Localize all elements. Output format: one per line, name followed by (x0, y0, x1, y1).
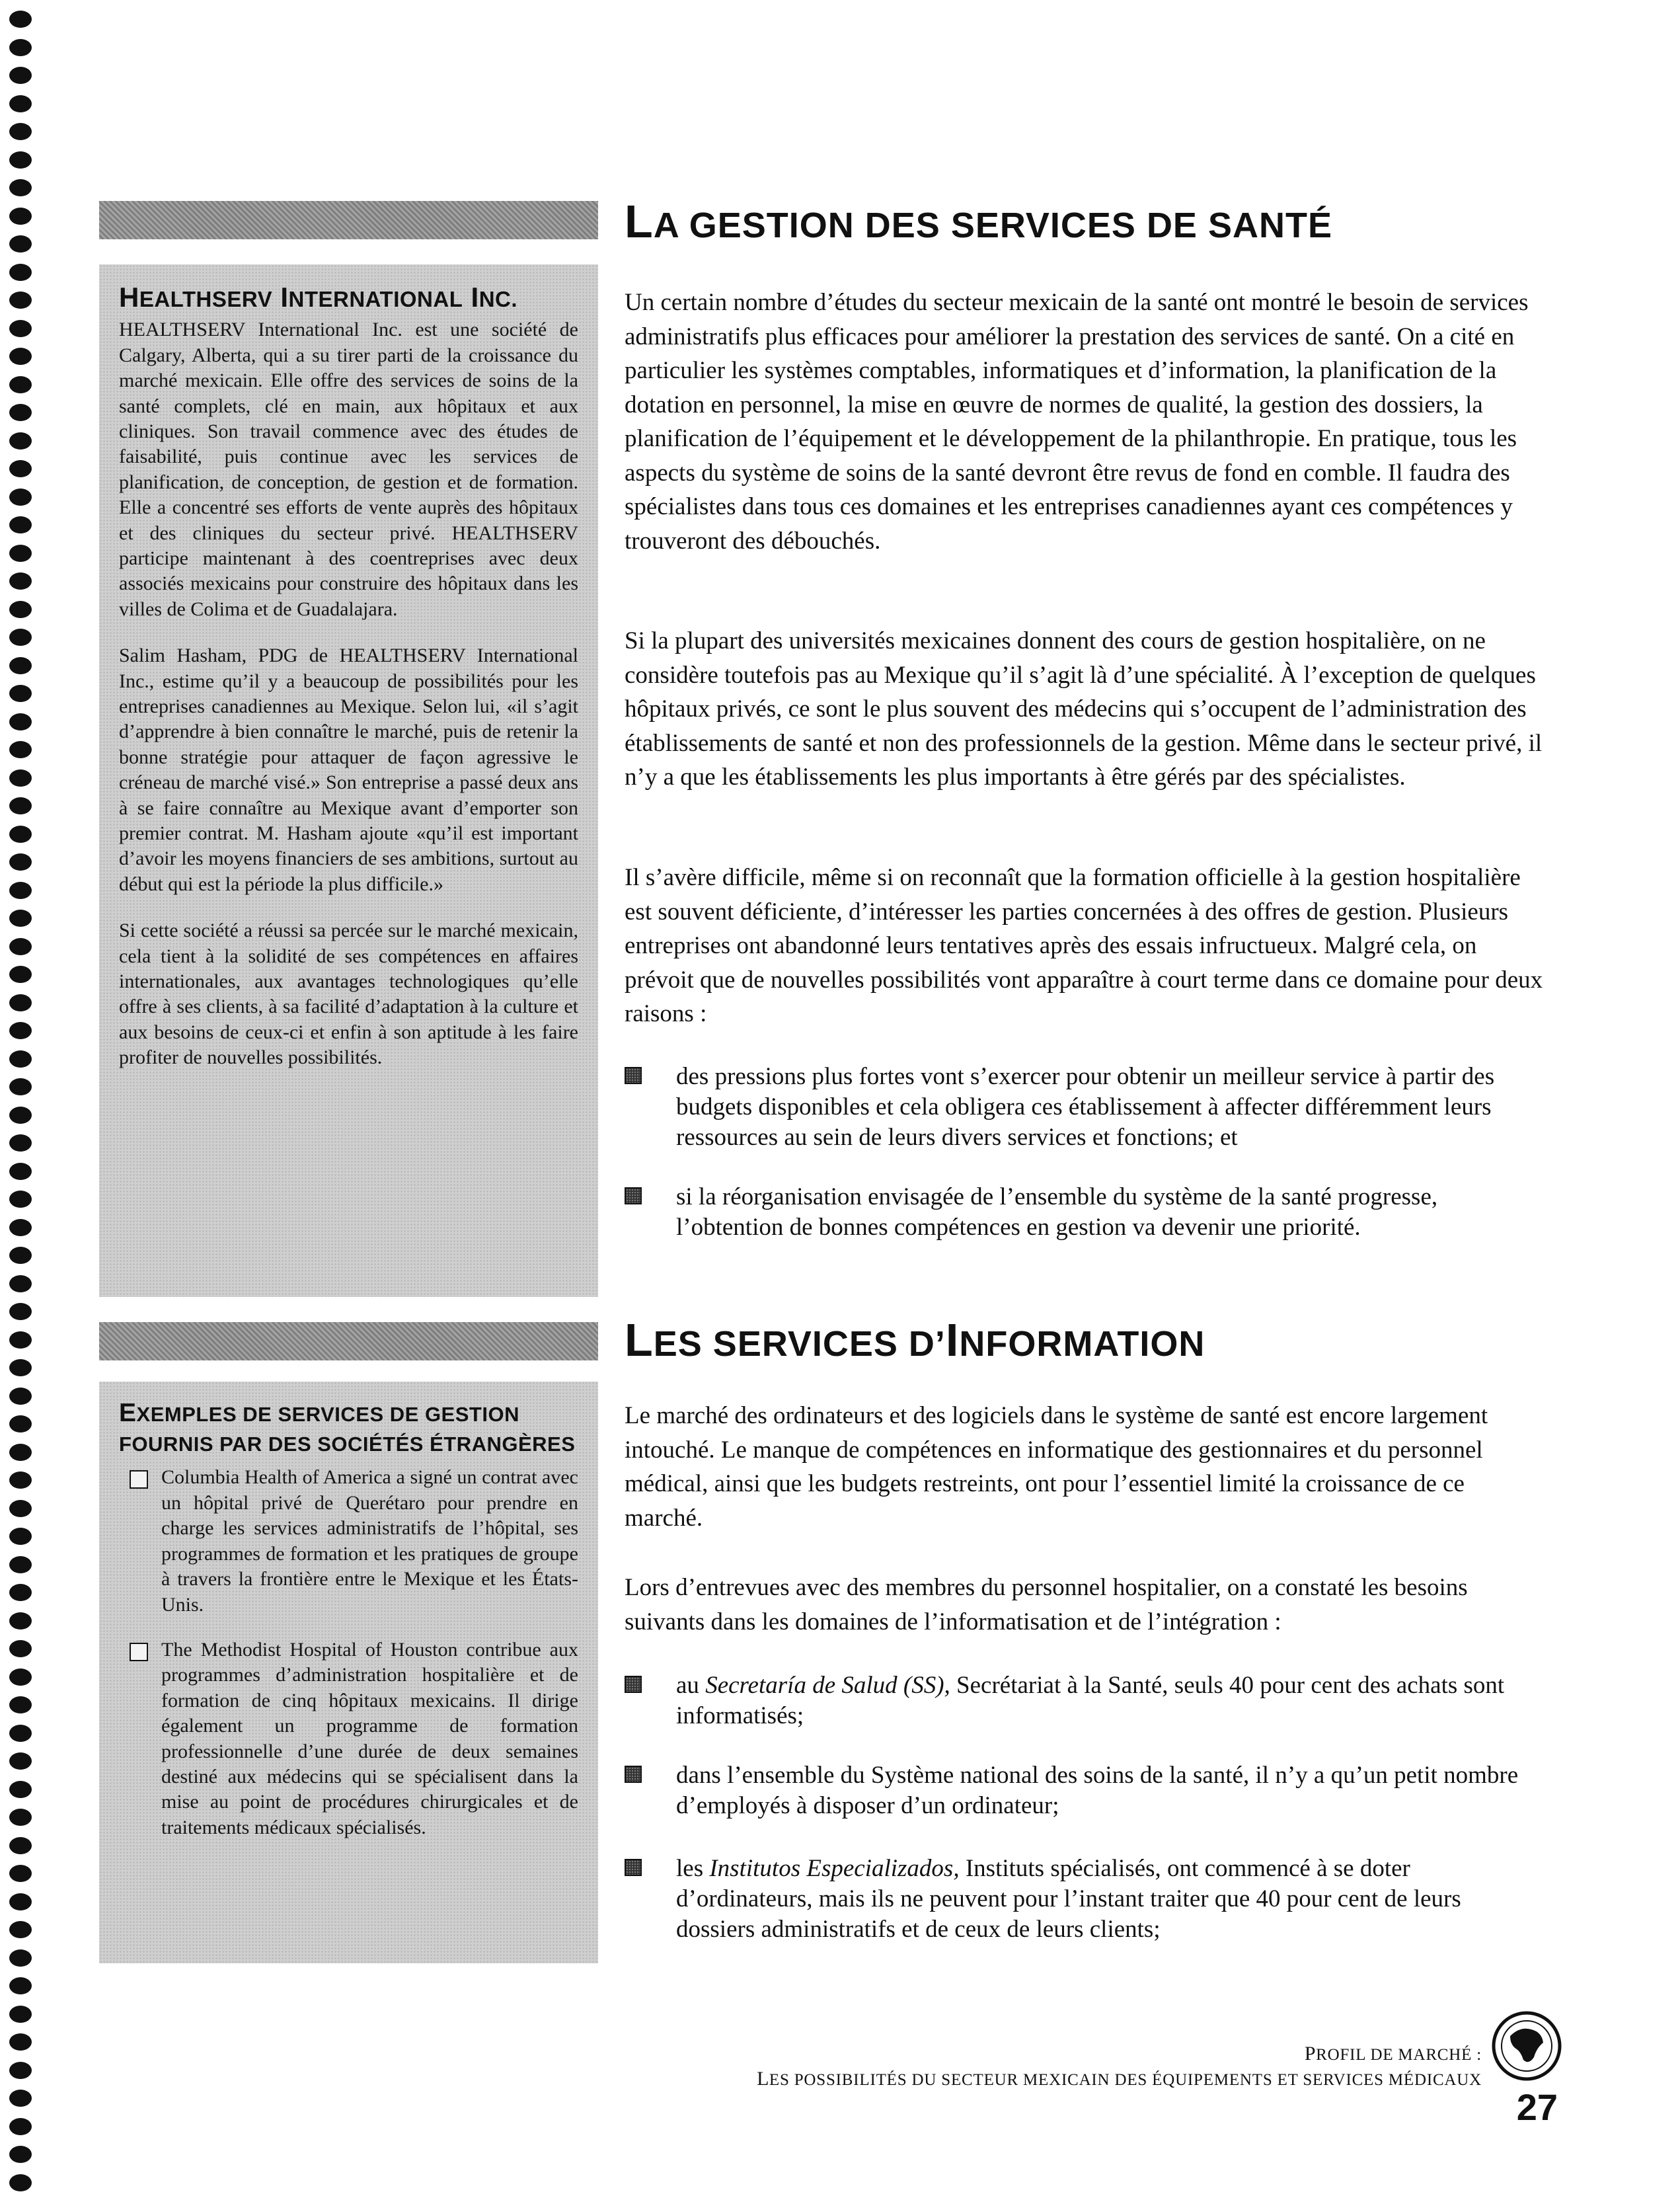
binder-hole (9, 741, 32, 758)
square-bullet-icon (625, 1187, 642, 1204)
footer-line-2: LES POSSIBILITÉS DU SECTEUR MEXICAIN DES ÉQUIPEMENTS ET SERVICES MÉDICAUX (757, 2068, 1482, 2090)
binder-hole (9, 376, 32, 393)
square-bullet-icon (625, 1067, 642, 1084)
binder-hole (9, 1752, 32, 1770)
body-paragraph: Lors d’entrevues avec des membres du personnel hospitalier, on a constaté les besoins suivants dans les domaines de l’informatisation et de l’intégration : (625, 1574, 1468, 1635)
binder-hole (9, 1303, 32, 1320)
binder-hole (9, 1696, 32, 1713)
binder-hole (9, 966, 32, 983)
square-bullet-icon (625, 1859, 642, 1876)
binder-hole (9, 1949, 32, 1967)
body-paragraph: Un certain nombre d’études du secteur mexicain de la santé ont montré le besoin de services administratifs plus efficaces pour améliorer la prestation des services de santé. On a cité en particulier les systèmes comptables, informatiques et d’information, la planification de la dotation en personnel, la mise en œuvre de normes de qualité, la gestion des dossiers, la planification de l’équipement et le développement de la philanthropie. En pratique, tous les aspects du système de soins de la santé devront être revus de fond en comble. Il faudra des spécialistes dans tous ces domaines et les entreprises canadiennes ayant ces compétences y trouveront des débouchés. (625, 289, 1529, 555)
binder-hole (9, 1444, 32, 1461)
binder-hole (9, 1107, 32, 1124)
binder-hole (9, 39, 32, 56)
binder-hole (9, 1219, 32, 1236)
binder-hole (9, 826, 32, 843)
sidebar-paragraph: HEALTHSERV International Inc. est une société de Calgary, Alberta, qui a su tirer parti de la croissance du marché mexicain. Elle offre des services de soins de la santé complets, clé en main, aux hôpitaux et aux cliniques. Son travail commence avec des études de faisabilité, puis continue avec les services de planification, de conception, de gestion et de formation. Elle a concentré ses efforts de vente auprès des hôpitaux et des cliniques du secteur privé. HEALTHSERV participe maintenant à des coentreprises avec deux associés mexicains pour construire des hôpitaux dans les villes de Colima et de Guadalajara. (119, 319, 578, 620)
binder-hole (9, 1050, 32, 1068)
square-bullet-icon (625, 1676, 642, 1693)
binder-hole (9, 1472, 32, 1489)
binder-hole (9, 2062, 32, 2079)
binder-hole (9, 264, 32, 281)
binder-hole (9, 657, 32, 674)
binder-hole (9, 994, 32, 1011)
page-number: 27 (1516, 2086, 1558, 2128)
binder-hole (9, 2006, 32, 2023)
binder-hole (9, 11, 32, 28)
section-title-information: LES SERVICES D’INFORMATION (625, 1314, 1205, 1366)
binder-hole (9, 151, 32, 169)
binder-hole (9, 601, 32, 618)
binder-hole (9, 67, 32, 84)
binder-hole (9, 1078, 32, 1095)
sidebar-header-bar-2 (99, 1322, 598, 1360)
binder-hole (9, 404, 32, 421)
binder-hole (9, 853, 32, 871)
section-title-gestion: LA GESTION DES SERVICES DE SANTÉ (625, 196, 1332, 247)
binder-hole (9, 629, 32, 646)
binder-hole (9, 489, 32, 506)
binder-hole (9, 2174, 32, 2191)
binder-hole (9, 545, 32, 562)
binder-hole (9, 292, 32, 309)
binder-hole (9, 432, 32, 450)
binder-hole (9, 1388, 32, 1405)
binder-hole (9, 1247, 32, 1264)
sidebar-box-examples (99, 1382, 598, 1963)
binder-hole (9, 1893, 32, 1910)
sidebar-header-bar-1 (99, 201, 598, 239)
footer-line-1: PROFIL DE MARCHÉ : (1304, 2043, 1482, 2064)
binder-hole (9, 685, 32, 702)
binder-hole (9, 1668, 32, 1686)
sidebar-paragraph: Si cette société a réussi sa percée sur le marché mexicain, cela tient à la solidité de ses compétences en affaires internationales, aux avantages technologiques qu’elle offre à ses clients, à sa facilité d’adaptation à la culture et aux besoins de ceux-ci et enfin à son aptitude à les faire profiter de nouvelles possibilités. (119, 920, 578, 1069)
binder-hole (9, 123, 32, 140)
square-bullet-icon (625, 1766, 642, 1783)
binder-hole (9, 1134, 32, 1152)
binder-hole (9, 1191, 32, 1208)
binder-hole (9, 1415, 32, 1433)
binder-hole (9, 1500, 32, 1517)
binder-hole (9, 1612, 32, 1629)
sidebar-box-title: HEALTHSERV INTERNATIONAL INC. (119, 282, 518, 313)
binder-hole (9, 797, 32, 814)
binder-hole (9, 910, 32, 927)
body-paragraph: Il s’avère difficile, même si on reconnaît que la formation officielle à la gestion hospitalière est souvent déficiente, d’intéresser les parties concernées à des offres de gestion. Plusieurs entreprises ont abandonné leurs tentatives après des essais infructueux. Malgré cela, on prévoit que de nouvelles possibilités vont apparaître à court terme dans ce domaine pour deux raisons : (625, 864, 1543, 1027)
example-item: The Methodist Hospital of Houston contribue aux programmes d’administration hospitalière et de formation de cinq hôpitaux mexicains. Il dirige également un programme de formation professionnelle d’une durée de deux semaines destiné aux médecins qui se spécialisent dans la mise au point de procédures chirurgicales et de traitements médicaux spécialisés. (119, 1637, 578, 1840)
binder-holes (9, 0, 36, 2198)
binder-hole (9, 460, 32, 477)
binder-hole (9, 1359, 32, 1376)
binder-hole (9, 516, 32, 533)
binder-hole (9, 1275, 32, 1292)
binder-hole (9, 1865, 32, 1882)
binder-hole (9, 713, 32, 730)
binder-hole (9, 320, 32, 337)
binder-hole (9, 1584, 32, 1601)
binder-hole (9, 179, 32, 196)
body-paragraph: Si la plupart des universités mexicaines donnent des cours de gestion hospitalière, on ne considère toutefois pas au Mexique qu’il s’agit là d’une spécialité. À l’exception de quelques hôpitaux privés, ce sont le plus souvent des médecins qui s’occupent de l’administration des établissements de santé et non des professionnels de la gestion. Même dans le secteur privé, il n’y a que les établissements les plus importants à être gérés par des spécialistes. (625, 627, 1543, 791)
sidebar-box-subtitle: FOURNIS PAR DES SOCIÉTÉS ÉTRANGÈRES (119, 1432, 576, 1456)
binder-hole (9, 2146, 32, 2163)
globe-seal-icon (1490, 2010, 1563, 2082)
binder-hole (9, 95, 32, 112)
binder-hole (9, 2033, 32, 2051)
binder-hole (9, 348, 32, 365)
binder-hole (9, 1640, 32, 1657)
checkbox-icon (130, 1643, 148, 1661)
binder-hole (9, 938, 32, 955)
binder-hole (9, 2090, 32, 2107)
binder-hole (9, 1528, 32, 1545)
binder-hole (9, 1977, 32, 1994)
binder-hole (9, 1809, 32, 1826)
binder-hole (9, 1921, 32, 1938)
binder-hole (9, 1331, 32, 1349)
example-item: Columbia Health of America a signé un contrat avec un hôpital privé de Querétaro pour prendre en charge les services administratifs de l’hôpital, ses programmes de formation et les pratiques de groupe à travers la frontière entre le Mexique et les États-Unis. (119, 1465, 578, 1617)
binder-hole (9, 1837, 32, 1854)
binder-hole (9, 769, 32, 787)
binder-hole (9, 2118, 32, 2135)
sidebar-paragraph: Salim Hasham, PDG de HEALTHSERV International Inc., estime qu’il y a beaucoup de possibilités pour les entreprises canadiennes au Mexique. Selon lui, «il s’agit d’apprendre à bien connaître le marché, puis de retenir la bonne stratégie pour attaquer de façon agressive le créneau de marché visé.» Son entreprise a passé deux ans à se faire connaître au Mexique avant d’emporter son premier contrat. M. Hasham ajoute «qu’il est important d’avoir les moyens financiers de ses ambitions, surtout au début qui est la période la plus difficile.» (119, 645, 578, 895)
sidebar-box-healthserv (99, 264, 598, 1297)
sidebar-box-title: EXEMPLES DE SERVICES DE GESTION (119, 1399, 519, 1427)
binder-hole (9, 235, 32, 253)
binder-hole (9, 882, 32, 899)
binder-hole (9, 1163, 32, 1180)
binder-hole (9, 572, 32, 590)
body-paragraph: Le marché des ordinateurs et des logiciels dans le système de santé est encore largement intouché. Le manque de compétences en informatique des gestionnaires et du personnel médical, ainsi que les budgets restreints, ont pour l’essentiel limité la croissance de ce marché. (625, 1402, 1488, 1532)
checkbox-icon (130, 1470, 148, 1489)
binder-hole (9, 1556, 32, 1573)
binder-hole (9, 1725, 32, 1742)
binder-hole (9, 208, 32, 225)
binder-hole (9, 1022, 32, 1039)
binder-hole (9, 1781, 32, 1798)
